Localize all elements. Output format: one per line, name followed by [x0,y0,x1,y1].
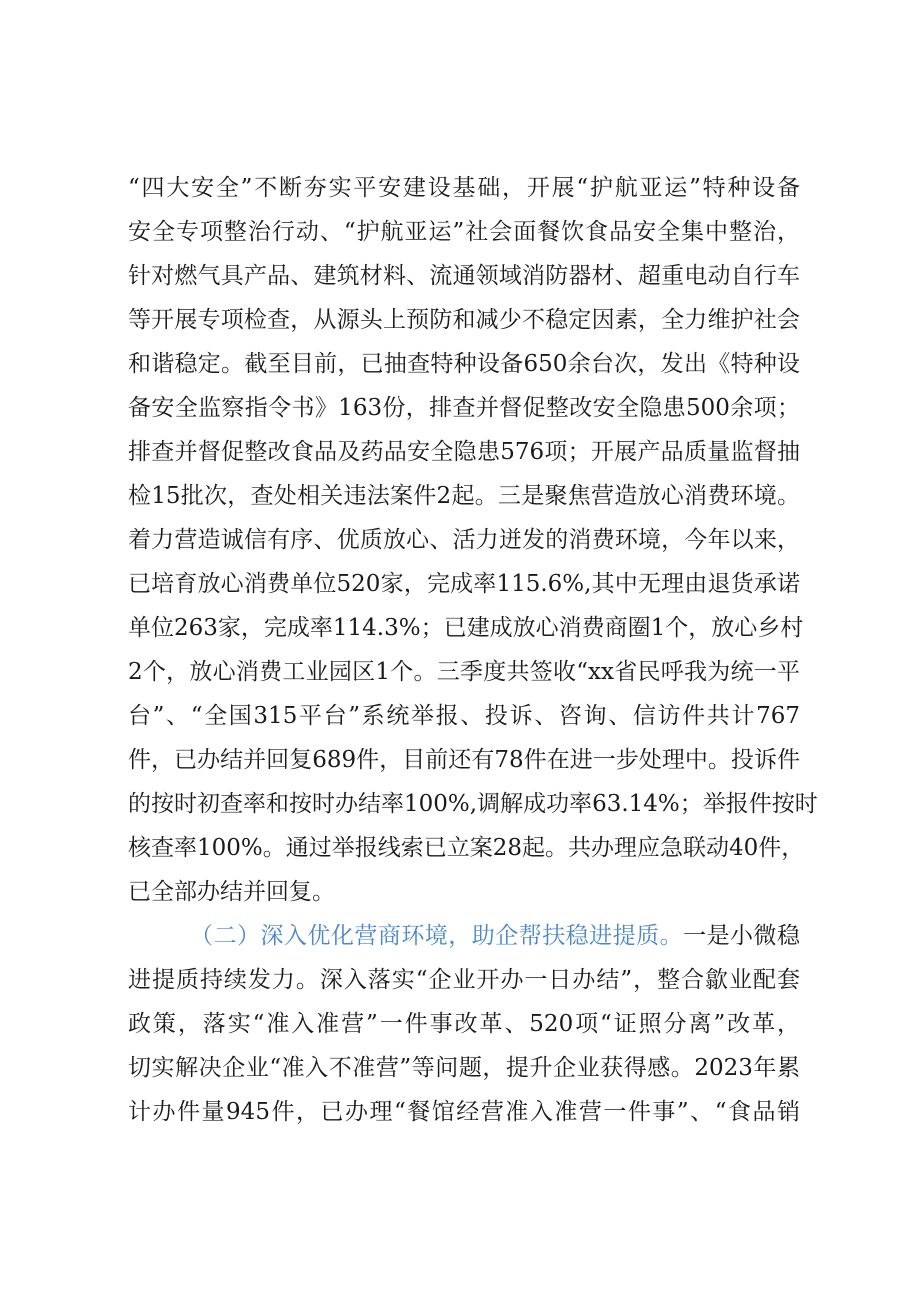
paragraph-1-line: 检15批次，查处相关违法案件2起。三是聚焦营造放心消费环境。 [128,483,800,509]
paragraph-2-line: 计办件量945件，已办理“餐馆经营准入准营一件事”、“食品销 [128,1099,800,1125]
paragraph-1-line: 的按时初查率和按时办结率100%,调解成功率63.14%；举报件按时 [128,791,818,817]
section-heading: （二）深入优化营商环境，助企帮扶稳进提质。 [190,923,684,949]
paragraph-1-line: 件，已办结并回复689件，目前还有78件在进一步处理中。投诉件 [128,747,800,773]
paragraph-1-line: 2个，放心消费工业园区1个。三季度共签收“xx省民呼我为统一平 [128,659,800,685]
paragraph-2-first-line [190,916,800,956]
paragraph-1-line: 已培育放心消费单位520家，完成率115.6%,其中无理由退货承诺 [128,571,800,597]
paragraph-1-line: 和谐稳定。截至目前，已抽查特种设备650余台次，发出《特种设 [128,351,800,377]
paragraph-1-line: 备安全监察指令书》163份，排查并督促整改安全隐患500余项； [128,395,800,421]
paragraph-1-line: 台”、“全国315平台”系统举报、投诉、咨询、信访件共计767 [128,703,800,729]
paragraph-1-line: 已全部办结并回复。 [128,879,335,905]
section-heading-continuation: 一是小微稳 [683,923,801,949]
paragraph-1-line: 等开展专项检查，从源头上预防和减少不稳定因素，全力维护社会 [128,307,800,333]
paragraph-1-line: 着力营造诚信有序、优质放心、活力迸发的消费环境，今年以来， [128,527,800,553]
paragraph-2-line: 政策，落实“准入准营”一件事改革、520项“证照分离”改革， [128,1011,800,1037]
paragraph-1-line: 针对燃气具产品、建筑材料、流通领域消防器材、超重电动自行车 [128,263,800,289]
paragraph-1-line: 安全专项整治行动、“护航亚运”社会面餐饮食品安全集中整治， [128,219,800,245]
paragraph-1-line: 排查并督促整改食品及药品安全隐患576项；开展产品质量监督抽 [128,439,800,465]
paragraph-1-line: 单位263家，完成率114.3%；已建成放心消费商圈1个，放心乡村 [128,615,804,641]
paragraph-2-line: 进提质持续发力。深入落实“企业开办一日办结”，整合歙业配套 [128,967,800,993]
paragraph-1-line: 核查率100%。通过举报线索已立案28起。共办理应急联动40件， [128,835,805,861]
paragraph-2-line: 切实解决企业“准入不准营”等问题，提升企业获得感。2023年累 [128,1055,800,1081]
paragraph-1-line: “四大安全”不断夯实平安建设基础，开展“护航亚运”特种设备 [128,175,800,201]
